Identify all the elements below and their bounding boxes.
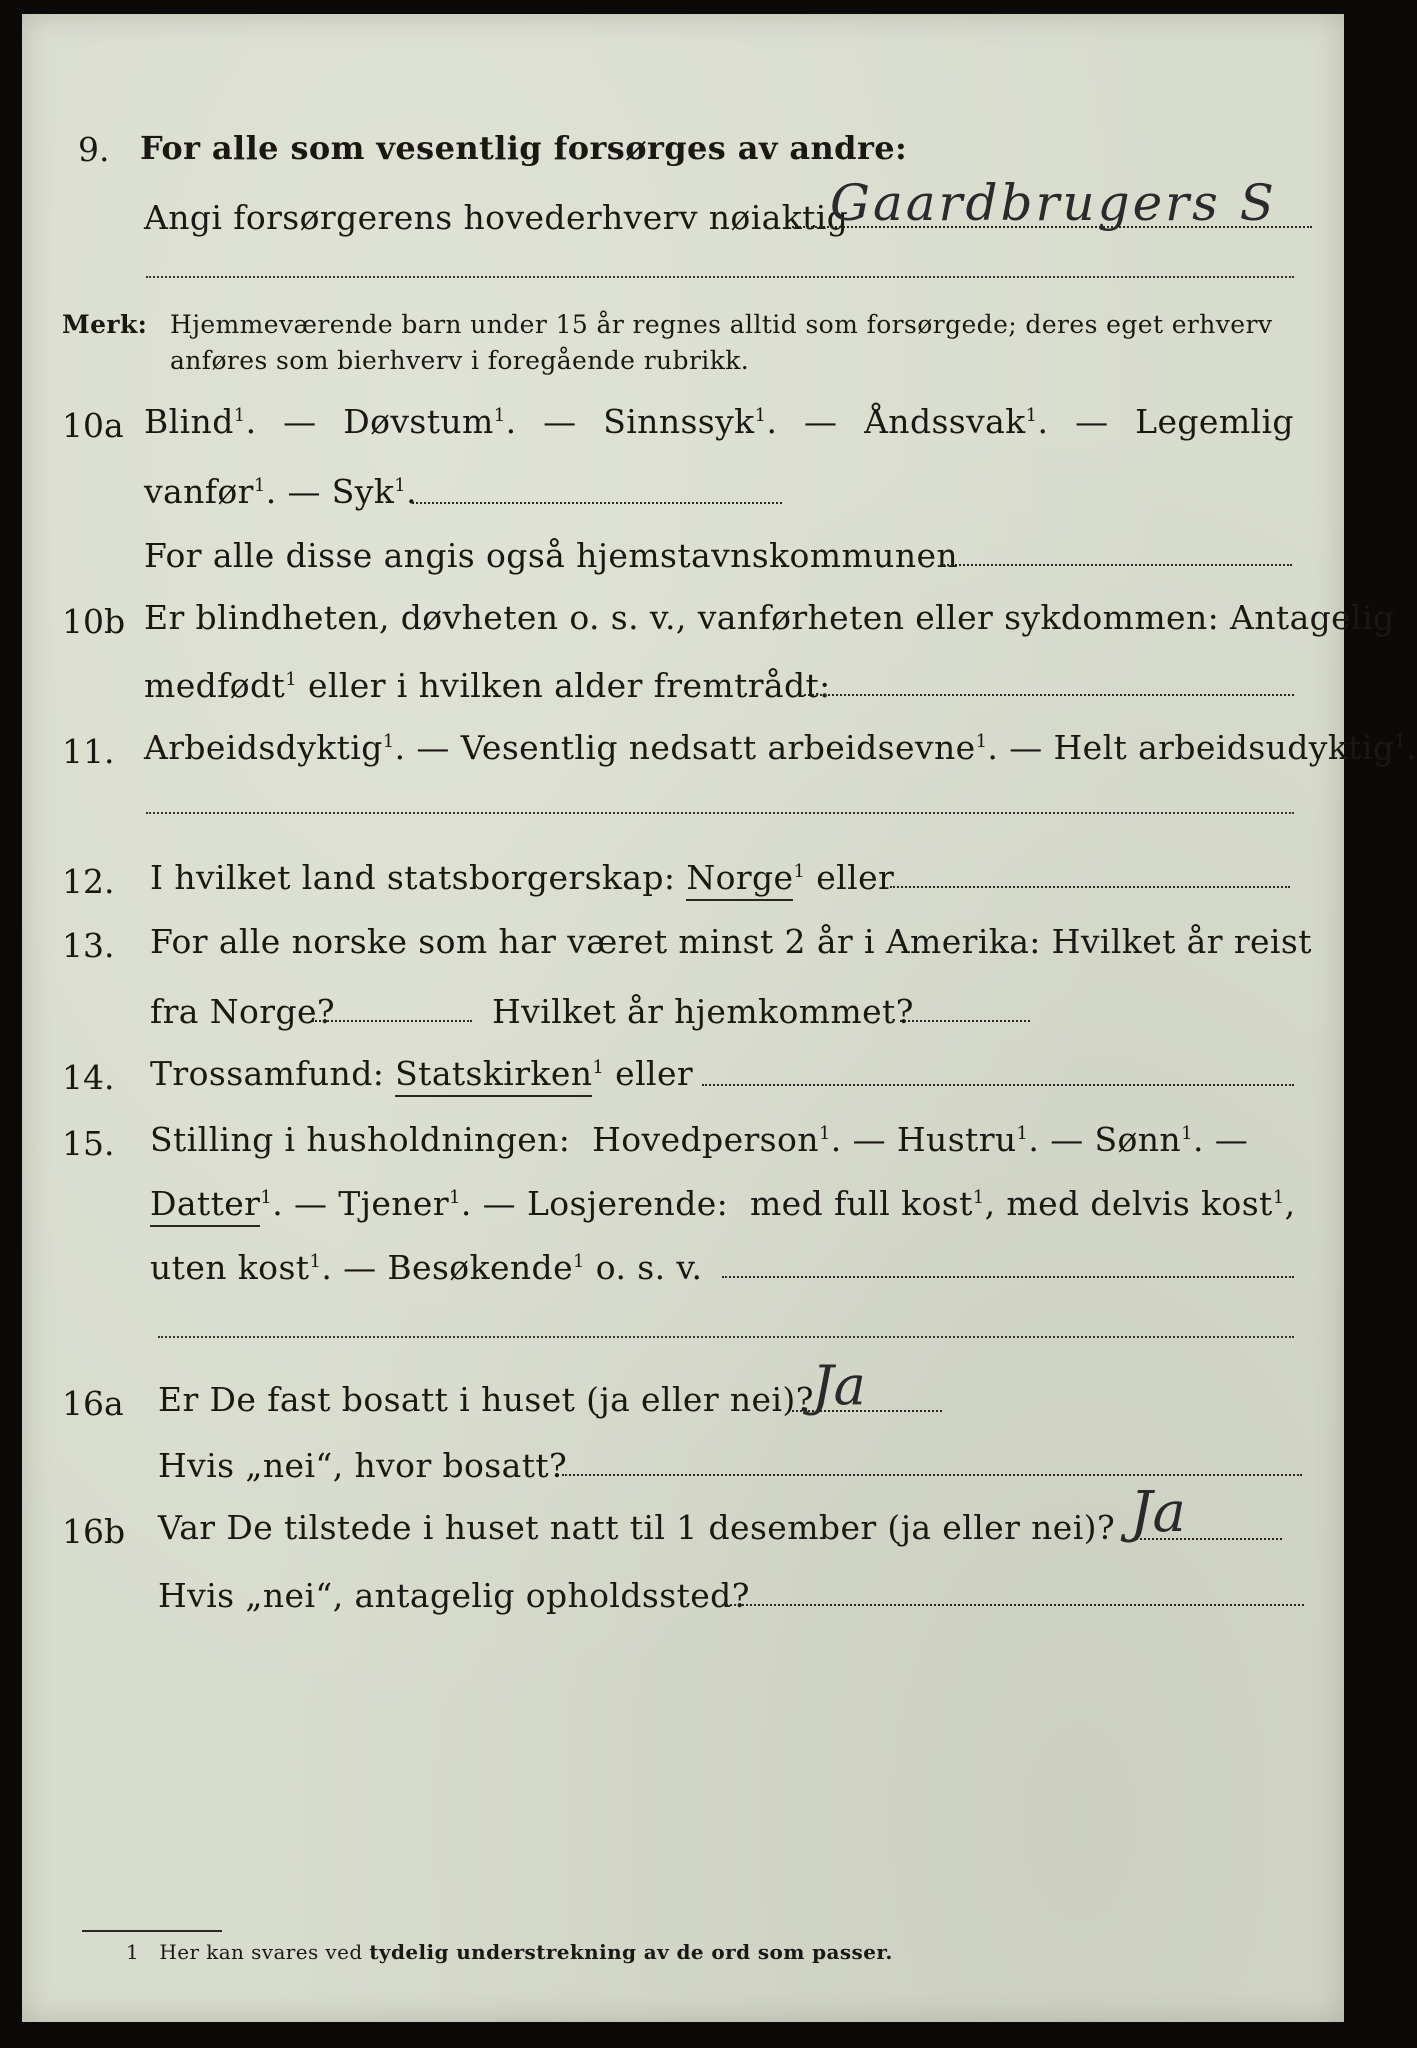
q13-line1: For alle norske som har været minst 2 år i Amerika: Hvilket år reist [150, 922, 1312, 961]
opt-andssvak[interactable]: Åndssvak [864, 402, 1026, 441]
q12-answer-line [890, 886, 1290, 888]
q10b-line2: medfødt$^1$ eller i hvilken alder fremtrådt: [144, 666, 831, 705]
q15-number: 15. [62, 1124, 115, 1163]
q12-number: 12. [62, 862, 115, 901]
opt-dovstum[interactable]: Døvstum [343, 402, 494, 441]
q10b-number: 10b [62, 602, 126, 641]
census-form-page [22, 14, 1417, 2022]
opt-norge-underlined[interactable]: Norge [686, 858, 793, 901]
q14-answer-line [702, 1084, 1294, 1086]
q10a-syk-line [412, 502, 782, 504]
q9-line1: For alle som vesentlig forsørges av andre: [140, 129, 908, 167]
opt-datter-underlined[interactable]: Datter [150, 1184, 260, 1227]
q13-line2a: fra Norge? [150, 992, 336, 1031]
q9-extra-line [146, 276, 1294, 278]
q10a-number: 10a [62, 406, 124, 445]
q15-line2: Datter$^1$. — Tjener$^1$. — Losjerende: med full kost$^1$, med delvis kost$^1$, [150, 1184, 1295, 1224]
q16b-handwritten-answer: Ja [1130, 1480, 1186, 1545]
q11-extra-line [146, 812, 1294, 814]
q16a-line1: Er De fast bosatt i huset (ja eller nei)? [158, 1380, 814, 1419]
q12-line: I hvilket land statsborgerskap: Norge$^1$ eller [150, 858, 894, 898]
q15-line1: Stilling i husholdningen: Hovedperson$^1$. — Hustru$^1$. — Sønn$^1$. — [150, 1120, 1249, 1159]
q10a-hjemstavn-line [940, 564, 1292, 566]
q15-extra-line [158, 1336, 1294, 1338]
opt-hustru[interactable]: Hustru [896, 1120, 1017, 1159]
q11-number: 11. [62, 732, 115, 771]
footnote-rule [82, 1930, 222, 1932]
q16b-opholdssted-line [722, 1604, 1304, 1606]
q16a-handwritten-answer: Ja [812, 1354, 866, 1417]
footnote: 1 Her kan svares ved tydelig understrekning av de ord som passer. [126, 1940, 893, 1964]
q15-answer-line [722, 1276, 1294, 1278]
opt-nedsatt[interactable]: Vesentlig nedsatt arbeidsevne [460, 728, 976, 767]
q16b-line2: Hvis „nei“, antagelig opholdssted? [158, 1576, 750, 1615]
opt-sinnssyk[interactable]: Sinnssyk [603, 402, 755, 441]
q13-line2b: Hvilket år hjemkommet? [492, 992, 914, 1031]
q10a-line2: vanfør$^1$. — Syk$^1$. [144, 472, 417, 511]
q13-hjemkommet-line [900, 1020, 1030, 1022]
opt-vanfor[interactable]: vanfør [144, 472, 254, 511]
opt-blind[interactable]: Blind [144, 402, 234, 441]
opt-uten-kost[interactable]: uten kost [150, 1248, 310, 1287]
q16a-number: 16a [62, 1384, 124, 1423]
opt-sonn[interactable]: Sønn [1094, 1120, 1182, 1159]
q14-number: 14. [62, 1058, 115, 1097]
opt-medfodt[interactable]: medfødt [144, 666, 286, 705]
opt-full-kost[interactable]: med full kost [749, 1184, 973, 1223]
q10a-line3: For alle disse angis også hjemstavnskommunen [144, 536, 959, 575]
q10b-line1: Er blindheten, døvheten o. s. v., vanførheten eller sykdommen: Antagelig [144, 598, 1395, 637]
opt-syk[interactable]: Syk [331, 472, 395, 511]
q16b-line1: Var De tilstede i huset natt til 1 desember (ja eller nei)? [158, 1508, 1116, 1547]
q15-line3: uten kost$^1$. — Besøkende$^1$ o. s. v. [150, 1248, 703, 1287]
q16b-number: 16b [62, 1512, 126, 1551]
merk-label: Merk: [62, 310, 148, 339]
q10a-line1: Blind$^1$. — Døvstum$^1$. — Sinnssyk$^1$. — Åndssvak$^1$. — Legemlig [144, 402, 1294, 441]
opt-statskirken-underlined[interactable]: Statskirken [395, 1054, 592, 1097]
merk-line2: anføres som bierhverv i foregående rubrikk. [170, 346, 750, 375]
q9-handwritten-answer: Gaardbrugers S [830, 174, 1277, 232]
q11-line: Arbeidsdyktig$^1$. — Vesentlig nedsatt arbeidsevne$^1$. — Helt arbeidsudyktig$^1$. [144, 728, 1417, 767]
q13-reist-line [312, 1020, 472, 1022]
q13-number: 13. [62, 926, 115, 965]
merk-line1: Hjemmeværende barn under 15 år regnes alltid som forsørgede; deres eget erhverv [170, 310, 1273, 339]
q9-line2: Angi forsørgerens hovederhverv nøiaktig [144, 198, 849, 237]
opt-besokende[interactable]: Besøkende [387, 1248, 574, 1287]
footnote-mark: 1 [126, 1940, 140, 1964]
opt-tjener[interactable]: Tjener [338, 1184, 450, 1223]
opt-arbeidsdyktig[interactable]: Arbeidsdyktig [144, 728, 383, 767]
opt-legemlig[interactable]: Legemlig [1135, 402, 1294, 441]
opt-delvis-kost[interactable]: med delvis kost [1006, 1184, 1273, 1223]
q16a-bosatt-line [562, 1474, 1302, 1476]
q14-line: Trossamfund: Statskirken$^1$ eller [150, 1054, 693, 1094]
opt-hovedperson[interactable]: Hovedperson [592, 1120, 819, 1159]
q16a-line2: Hvis „nei“, hvor bosatt? [158, 1446, 568, 1485]
q9-number: 9. [78, 130, 110, 169]
opt-udyktig[interactable]: Helt arbeidsudyktig [1053, 728, 1395, 767]
q10b-alder-line [804, 694, 1294, 696]
